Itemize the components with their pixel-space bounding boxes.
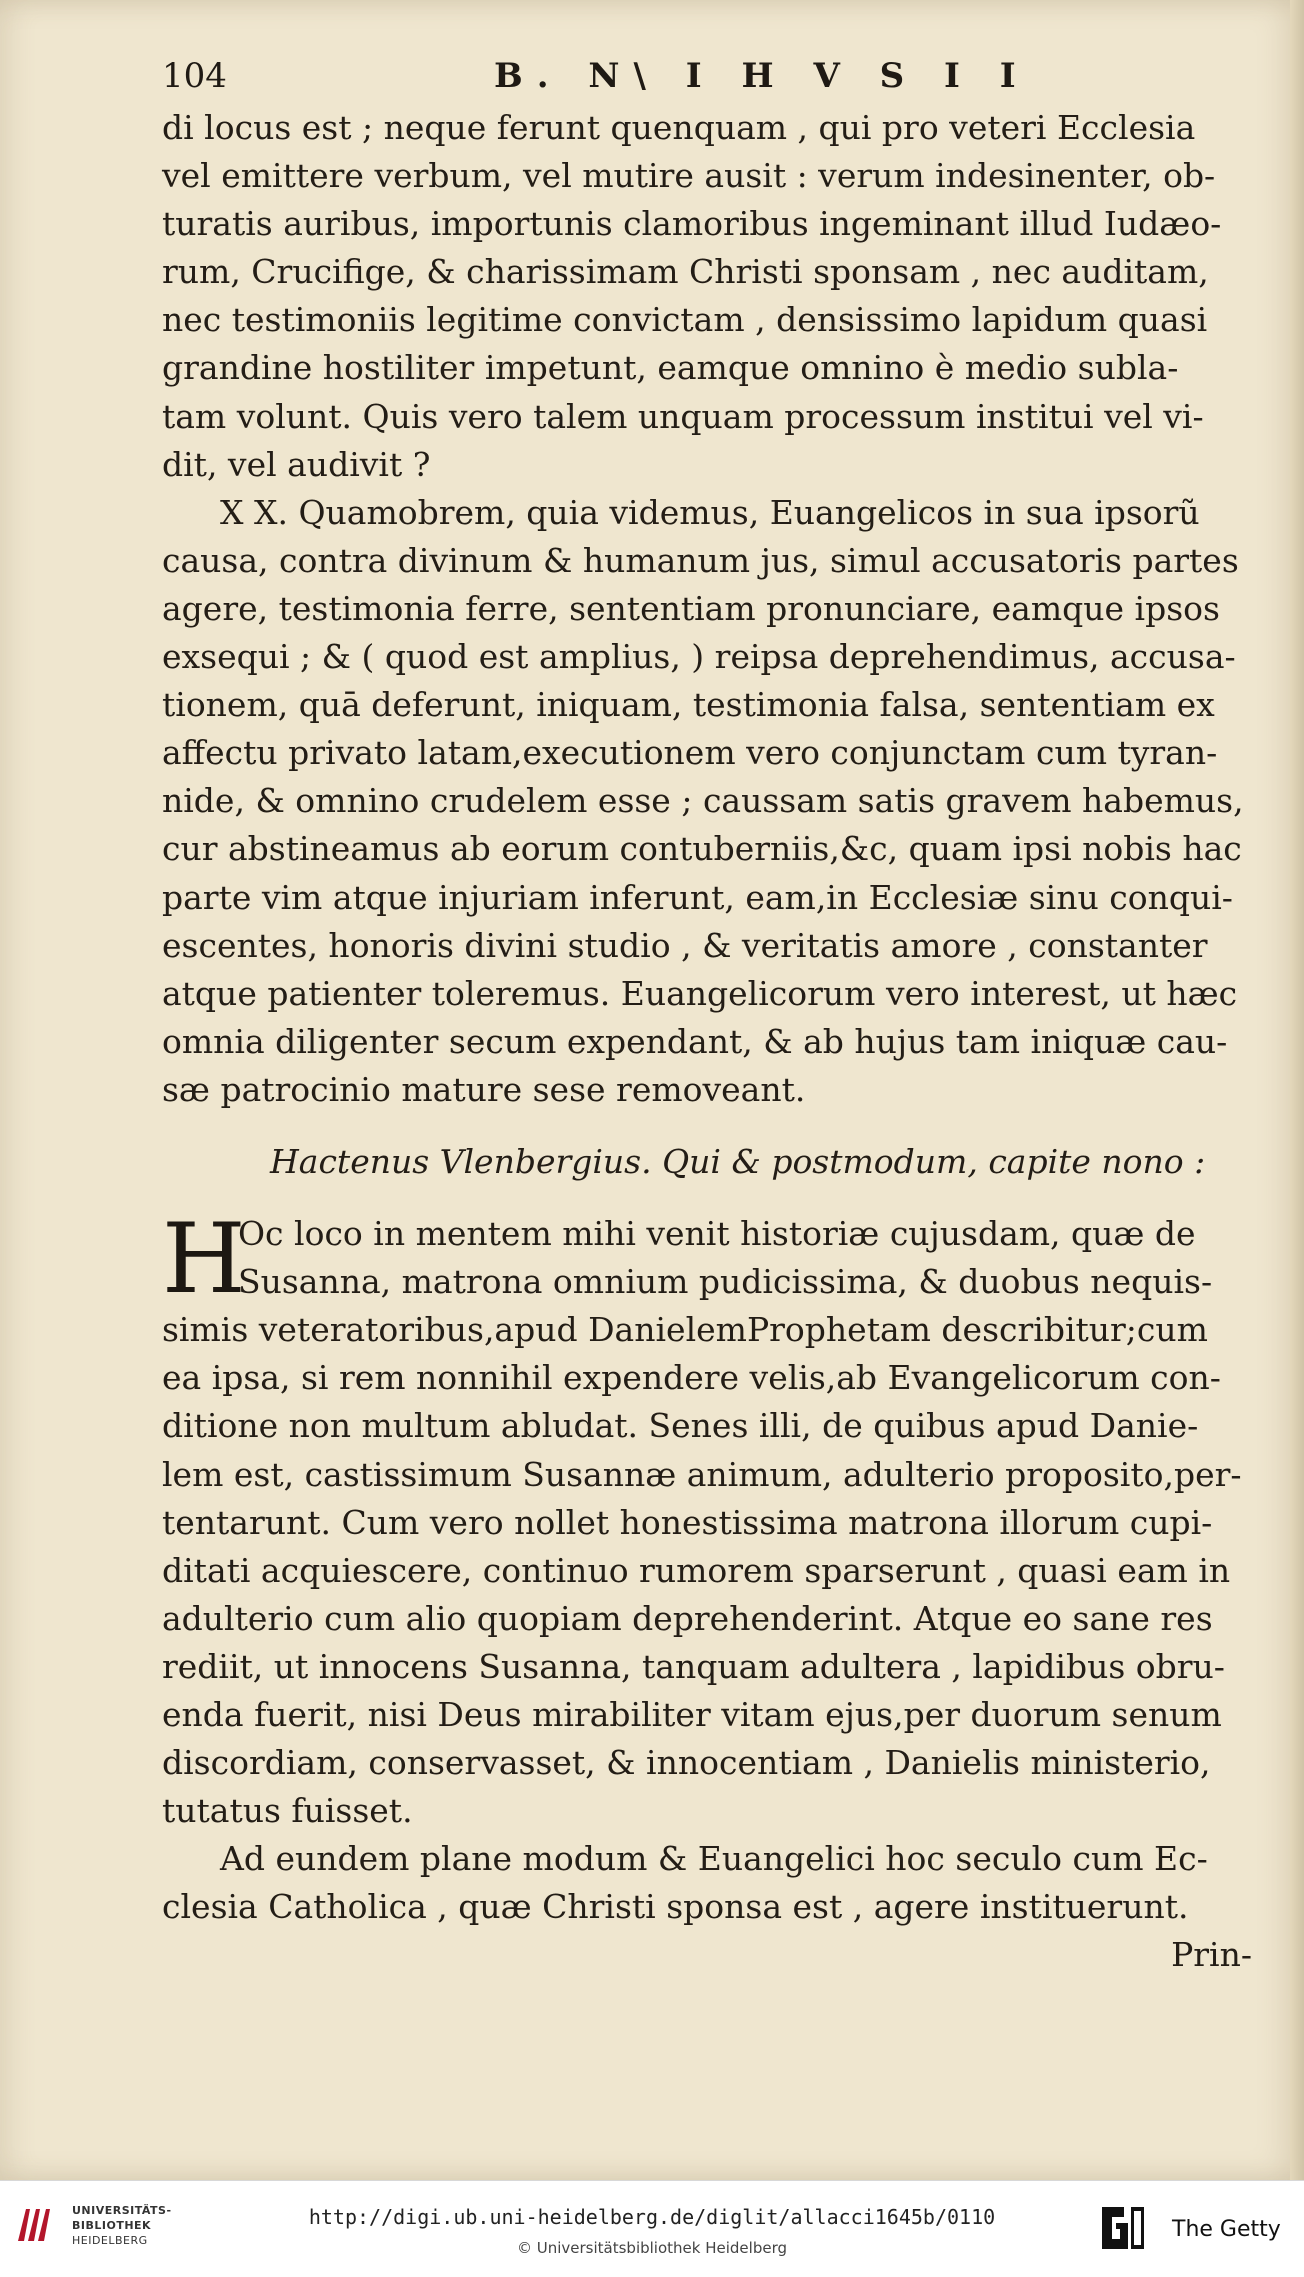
spacer [162,1186,1252,1210]
text-line: simis veteratoribus,apud DanielemProphetam describitur;cum [162,1310,1208,1350]
text-line: ditati acquiescere, continuo rumorem sparserunt , quasi eam in [162,1550,1231,1590]
page-header [162,52,1252,102]
text-line: cur abstineamus ab eorum contuberniis,&c, quam ipsi nobis hac [162,829,1242,869]
text-line: Ad eundem plane modum & Euangelici hoc seculo cum Ec- [220,1839,1208,1879]
text-line: agere, testimonia ferre, sententiam pronunciare, eamque ipsos [162,588,1220,628]
library-name-line: UNIVERSITÄTS- [72,2204,172,2217]
text-line: tutatus fuisset. [162,1791,413,1831]
text-line: Oc loco in mentem mihi venit historiæ cujusdam, quæ de [238,1214,1196,1254]
library-name-line: BIBLIOTHEK [72,2219,152,2232]
text-line: escentes, honoris divini studio , & veritatis amore , constanter [162,925,1208,965]
text-line: ditione non multum abludat. Senes illi, de quibus apud Danie- [162,1406,1199,1446]
permalink-url[interactable]: http://digi.ub.uni-heidelberg.de/diglit/allacci1645b/0110 [308,2205,996,2229]
text-line: grandine hostiliter impetunt, eamque omnino è medio subla- [162,348,1179,388]
text-line: tentarunt. Cum vero nollet honestissima matrona illorum cupi- [162,1502,1213,1542]
text-line: affectu privato latam,executionem vero conjunctam cum tyran- [162,733,1218,773]
copyright-notice: © Universitätsbibliothek Heidelberg [516,2239,787,2257]
text-line: nide, & omnino crudelem esse ; caussam satis gravem habemus, [162,781,1244,821]
text-line: clesia Catholica , quæ Christi sponsa est , agere instituerunt. [162,1887,1189,1927]
text-line: vel emittere verbum, vel mutire ausit : verum indesinenter, ob- [162,156,1216,196]
page-text-block [162,104,1252,1980]
getty-logo-icon [1098,2203,1148,2253]
text-line: enda fuerit, nisi Deus mirabiliter vitam ejus,per duorum senum [162,1695,1222,1734]
text-line: adulterio cum alio quopiam deprehenderint. Atque eo sane res [162,1598,1213,1638]
text-line: tionem, quā deferunt, iniquam, testimonia falsa, sententiam ex [162,685,1215,725]
text-line: lem est, castissimum Susannæ animum, adulterio proposito,per- [162,1454,1242,1494]
text-line: discordiam, conservasset, & innocentiam , Danielis ministerio, [162,1743,1211,1783]
text-line: turatis auribus, importunis clamoribus ingeminant illud Iudæo- [162,204,1222,244]
catchword: Prin- [1171,1935,1252,1975]
running-head: B. N\ I H V S I I [494,56,1030,96]
text-line: tam volunt. Quis vero talem unquam processum institui vel vi- [162,396,1204,436]
text-line: ea ipsa, si rem nonnihil expendere velis,ab Evangelicorum con- [162,1358,1221,1398]
text-line: rum, Crucifige, & charissimam Christi sponsam , nec auditam, [162,252,1209,292]
chapter-paragraph [162,1203,1252,1316]
section-heading: Hactenus Vlenbergius. Qui & postmodum, capite nono : [270,1141,1206,1181]
text-line: sæ patrocinio mature sese removeant. [162,1069,806,1109]
drop-cap-letter: H [162,1203,246,1316]
text-line: omnia diligenter secum expendant, & ab hujus tam iniquæ cau- [162,1021,1228,1061]
page-number: 104 [162,56,227,96]
paragraph-xx [162,489,1252,1114]
page-edge-shadow [1290,0,1304,2180]
text-line: exsequi ; & ( quod est amplius, ) reipsa deprehendimus, accusa- [162,637,1236,677]
text-line: Susanna, matrona omnium pudicissima, & duobus nequis- [238,1262,1213,1302]
text-line: causa, contra divinum & humanum jus, simul accusatoris partes [162,540,1239,580]
paragraph-continuation [162,104,1252,489]
text-line: rediit, ut innocens Susanna, tanquam adultera , lapidibus obru- [162,1646,1225,1686]
text-line: X X. Quamobrem, quia videmus, Euangelicos in sua ipsorũ [220,492,1200,532]
text-line: nec testimoniis legitime convictam , densissimo lapidum quasi [162,300,1208,340]
spacer [162,1114,1252,1138]
text-line: atque patienter toleremus. Euangelicorum vero interest, ut hæc [162,973,1238,1013]
library-name-line: HEIDELBERG [72,2234,148,2247]
viewer-footer [0,2180,1304,2277]
partner-name: The Getty [1172,2217,1281,2242]
text-line: di locus est ; neque ferunt quenquam , qui pro veteri Ecclesia [162,108,1196,147]
text-line: parte vim atque injuriam inferunt, eam,in Ecclesiæ sinu conqui- [162,877,1233,917]
text-line: dit, vel audivit ? [162,444,431,484]
